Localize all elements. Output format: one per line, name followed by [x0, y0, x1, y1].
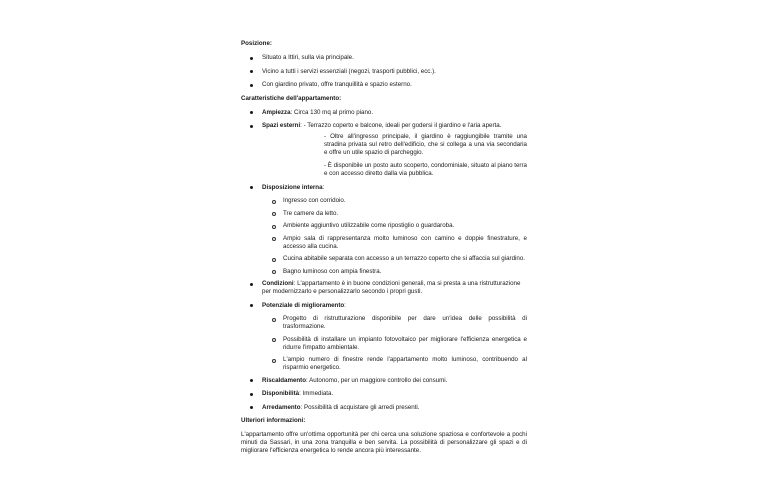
paragraph-giardino: - Oltre all'ingresso principale, il giardino è raggiungibile tramite una stradina privata sul retro dell'edificio, che si collega a una via secondaria e offre un utile spazio di parcheggio.	[324, 133, 527, 156]
paragraph-posto-auto: - È disponibile un posto auto scoperto, condominiale, situato al piano terra e con accesso diretto dalla via pubblica.	[324, 162, 527, 177]
list-item-ampiezza	[241, 109, 527, 117]
list-item-disponibilita	[241, 390, 527, 398]
list-caratteristiche-3	[241, 377, 527, 412]
label-potenziale: Potenziale di miglioramento	[262, 301, 345, 309]
list-item: Progetto di ristrutturazione disponibile per dare un'idea delle possibilità di trasformazione.	[241, 315, 527, 331]
label-spazi-esterni: Spazi esterni	[262, 122, 301, 129]
list-item: Ingresso con corridoio.	[241, 197, 527, 205]
text-condizioni: : L'appartamento è in buone condizioni generali, ma si presta a una ristrutturazione per modernizzarlo e personalizzarlo secondo i propri gusti.	[262, 280, 521, 295]
text-riscaldamento: : Autonomo, per un maggiore controllo dei consumi.	[306, 376, 448, 384]
text-disposizione: :	[322, 183, 325, 191]
list-item: Cucina abitabile separata con accesso a un terrazzo coperto che si affaccia sul giardino.	[241, 255, 527, 263]
label-ampiezza: Ampiezza	[262, 108, 291, 116]
label-disponibilita: Disponibilità	[262, 390, 300, 397]
text-spazi-esterni: : - Terrazzo coperto e balcone, ideali per godersi il giardino e l'aria aperta.	[300, 122, 502, 129]
list-caratteristiche	[241, 109, 527, 192]
sublist-potenziale	[241, 315, 527, 372]
list-posizione	[241, 54, 527, 89]
label-arredamento: Arredamento	[262, 403, 301, 411]
list-item-riscaldamento	[241, 377, 527, 385]
list-item-arredamento	[241, 404, 527, 412]
list-item: Situato a Ittiri, sulla via principale.	[241, 54, 527, 62]
text-arredamento: : Possibilità di acquistare gli arredi presenti.	[300, 403, 420, 411]
list-item-condizioni	[241, 280, 527, 296]
list-item: Vicino a tutti i servizi essenziali (negozi, trasporti pubblici, ecc.).	[241, 68, 527, 76]
text-disponibilita: : Immediata.	[299, 390, 334, 397]
label-riscaldamento: Riscaldamento	[262, 376, 307, 384]
list-item: Possibilità di installare un impianto fotovoltaico per migliorare l'efficienza energetica e ridurre l'impatto ambientale.	[241, 336, 527, 352]
sublist-disposizione	[241, 197, 527, 276]
list-item-potenziale	[241, 302, 527, 310]
list-item: L'ampio numero di finestre rende l'appartamento molto luminoso, contribuendo al risparmio energetico.	[241, 356, 527, 372]
list-item: Ambiente aggiuntivo utilizzabile come ripostiglio o guardaroba.	[241, 222, 527, 230]
heading-ulteriori: Ulteriori informazioni:	[241, 417, 306, 424]
list-item-spazi-esterni	[241, 122, 527, 178]
text-potenziale: :	[344, 301, 346, 309]
list-caratteristiche-2	[241, 280, 527, 310]
list-item: Ampio sala di rappresentanza molto luminoso con camino e doppie finestrature, e accesso alla cucina.	[241, 235, 527, 251]
heading-caratteristiche: Caratteristiche dell'appartamento:	[241, 94, 342, 102]
document-page	[241, 40, 527, 455]
list-item: Bagno luminoso con ampia finestra.	[241, 268, 527, 276]
label-disposizione: Disposizione interna	[262, 183, 323, 191]
paragraph-ulteriori: L'appartamento offre un'ottima opportunità per chi cerca una soluzione spaziosa e confortevole a pochi minuti da Sassari, in una zona tranquilla e ben servita. La possibilità di personalizzare gli spazi e di migliorare l'efficienza energetica lo rende ancora più interessante.	[241, 431, 527, 454]
text-ampiezza: : Circa 130 mq al primo piano.	[290, 108, 374, 116]
list-item: Con giardino privato, offre tranquillità e spazio esterno.	[241, 81, 527, 89]
list-item: Tre camere da letto.	[241, 210, 527, 218]
label-condizioni: Condizioni	[262, 280, 294, 287]
list-item-disposizione	[241, 184, 527, 192]
heading-posizione: Posizione:	[241, 40, 272, 47]
